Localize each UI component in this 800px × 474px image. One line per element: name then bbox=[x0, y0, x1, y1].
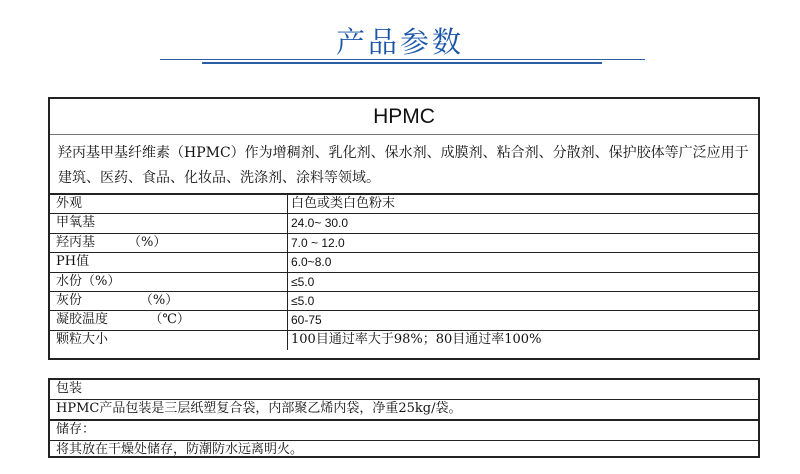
param-value: ≤5.0 bbox=[291, 274, 315, 289]
param-name: 颗粒大小 bbox=[50, 331, 288, 350]
param-value: 24.0~ 30.0 bbox=[291, 216, 349, 231]
storage-text: 将其放在干燥处储存，防潮防水远离明火。 bbox=[56, 442, 304, 457]
param-value: 60-75 bbox=[291, 313, 322, 328]
title-underline bbox=[160, 59, 645, 60]
table-row bbox=[50, 253, 758, 272]
packaging-box bbox=[48, 378, 760, 458]
param-name: 羟丙基 （%） bbox=[50, 234, 288, 252]
param-name: 外观 bbox=[50, 195, 288, 213]
table-row bbox=[50, 331, 758, 350]
param-name: 水份（%） bbox=[50, 273, 288, 291]
param-value: 6.0~8.0 bbox=[291, 255, 332, 270]
param-name: 凝胶温度 （℃） bbox=[50, 311, 288, 329]
param-value: ≤5.0 bbox=[291, 293, 315, 308]
param-value: 7.0 ~ 12.0 bbox=[291, 235, 345, 250]
param-name: 灰份 （%） bbox=[50, 292, 288, 310]
packaging-text: HPMC产品包装是三层纸塑复合袋，内部聚乙烯内袋，净重25kg/袋。 bbox=[50, 400, 758, 421]
title-underline-accent bbox=[202, 62, 602, 64]
table-row bbox=[50, 234, 758, 253]
packaging-label: 包装 bbox=[50, 380, 758, 400]
param-name: PH值 bbox=[50, 253, 288, 271]
table-row bbox=[50, 273, 758, 292]
table-row bbox=[50, 311, 758, 330]
table-row bbox=[50, 214, 758, 233]
spec-description: 羟丙基甲基纤维素（HPMC）作为增稠剂、乳化剂、保水剂、成膜剂、粘合剂、分散剂、保护胶体等广泛应用于建筑、医药、食品、化妆品、洗涤剂、涂料等领域。 bbox=[50, 135, 758, 195]
param-value: 白色或类白色粉末 bbox=[291, 196, 396, 211]
spec-heading: HPMC bbox=[50, 99, 758, 135]
param-value: 100目通过率大于98%；80目通过率100% bbox=[291, 331, 542, 347]
storage-label: 储存： bbox=[50, 421, 758, 441]
page-title: 产品参数 bbox=[335, 25, 464, 59]
table-row bbox=[50, 292, 758, 311]
param-name: 甲氧基 bbox=[50, 214, 288, 232]
table-row bbox=[50, 195, 758, 214]
spec-table bbox=[48, 97, 760, 360]
